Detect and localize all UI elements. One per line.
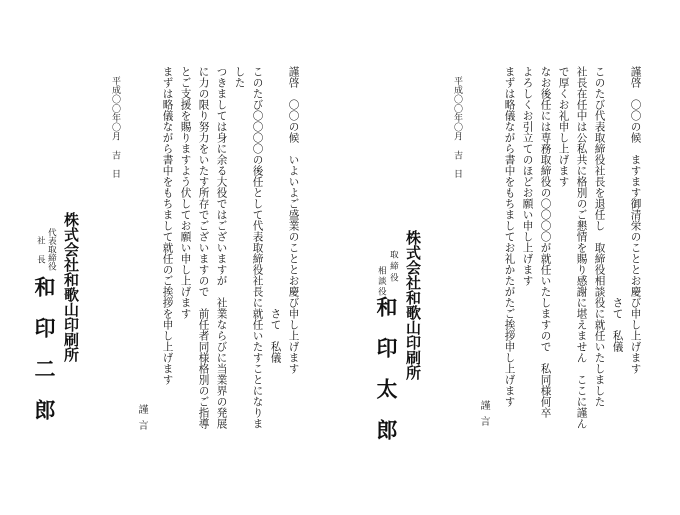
body-line: つきましては身に余る大役ではございますが 社業ならびに当業界の発展 bbox=[215, 66, 228, 429]
body-line: とご支援を賜りますよう伏してお願い申し上げます bbox=[179, 66, 192, 319]
title-line: 社 長 bbox=[35, 236, 46, 265]
body-line: 謹啓 〇〇の候 ますます御清栄のこととお慶び申し上げます bbox=[629, 66, 642, 374]
body-line: さて 私儀 bbox=[611, 66, 624, 352]
title-line: 取締役 bbox=[388, 250, 399, 285]
date: 平成〇〇年〇月 吉 日 bbox=[110, 76, 120, 179]
body-line: 社長在任中は公私共に格別のご懇情を賜り感謝に堪えません ここに謹ん bbox=[575, 66, 588, 429]
body-line: に力の限り努力をいたす所存でございますので 前任者同様格別のご指導 bbox=[197, 66, 210, 429]
body-line: なお後任には専務取締役の〇〇〇〇が就任いたしますので 私同様何卒 bbox=[539, 66, 552, 418]
company-name: 株式会社和歌山印刷所 bbox=[404, 230, 422, 380]
signatory-name: 和印二郎 bbox=[32, 276, 57, 440]
title-line: 相談役 bbox=[376, 266, 387, 298]
body-line: まずは略儀ながら書中をもちまして就任のご挨拶を申し上げます bbox=[161, 66, 174, 385]
signatory-name: 和印太郎 bbox=[374, 296, 399, 460]
body-line: した bbox=[233, 66, 246, 88]
date: 平成〇〇年〇月 吉 日 bbox=[452, 76, 462, 179]
closing: 謹言 bbox=[136, 404, 147, 436]
company-name: 株式会社和歌山印刷所 bbox=[62, 212, 80, 362]
body-line: よろしくお引立てのほどお願い申し上げます bbox=[521, 66, 534, 286]
body-line: まずは略儀ながら書中をもちましてお礼かたがたご挨拶申し上げます bbox=[503, 66, 516, 407]
body-line: このたび代表取締役社長を退任し 取締役相談役に就任いたしました bbox=[593, 66, 606, 407]
title-line: 代表取締役 bbox=[46, 228, 57, 271]
body-line: このたび〇〇〇〇の後任として代表取締役社長に就任いたすことになりま bbox=[251, 66, 264, 429]
body-line: で厚くお礼申し上げます bbox=[557, 66, 570, 187]
closing: 謹言 bbox=[478, 400, 489, 432]
body-line: 謹啓 〇〇の候 いよいよご盛業のこととお慶び申し上げます bbox=[287, 66, 300, 374]
body-line: さて 私儀 bbox=[269, 66, 282, 363]
